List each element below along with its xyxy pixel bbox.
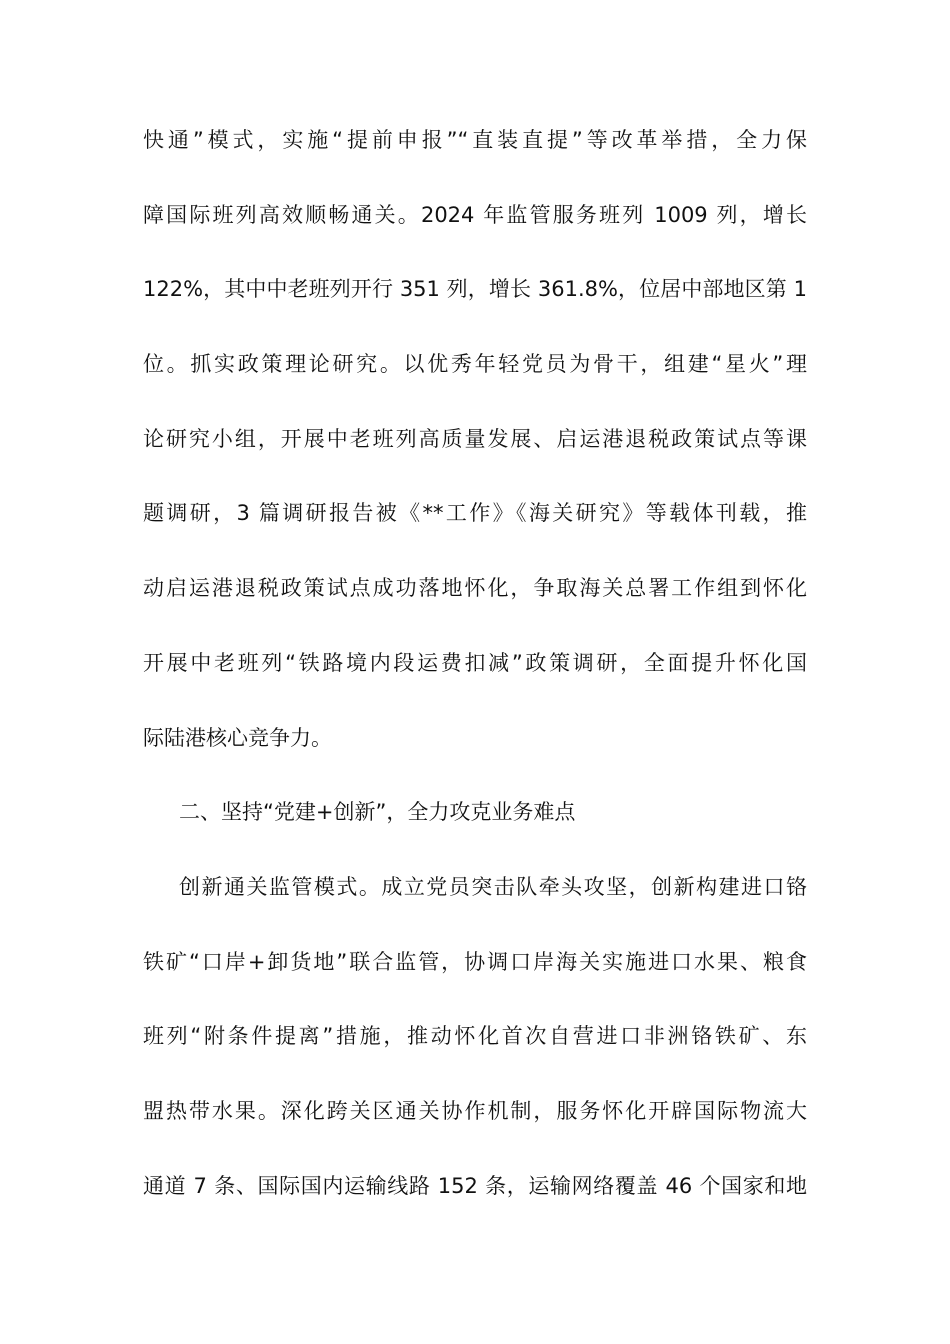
paragraph-line: 铁矿“口岸+卸货地”联合监管，协调口岸海关实施进口水果、粮食 bbox=[143, 949, 807, 974]
paragraph-line: 论研究小组，开展中老班列高质量发展、启运港退税政策试点等课 bbox=[143, 426, 807, 451]
paragraph-line: 122%，其中中老班列开行 351 列，增长 361.8%，位居中部地区第 1 bbox=[143, 277, 807, 302]
paragraph-line: 通道 7 条、国际国内运输线路 152 条，运输网络覆盖 46 个国家和地 bbox=[143, 1173, 807, 1198]
paragraph-line: 开展中老班列“铁路境内段运费扣减”政策调研，全面提升怀化国 bbox=[143, 650, 807, 675]
paragraph-line: 快通”模式，实施“提前申报”“直装直提”等改革举措，全力保 bbox=[143, 128, 807, 152]
section-heading: 二、坚持“党建+创新”，全力攻克业务难点 bbox=[179, 800, 576, 825]
paragraph-line: 障国际班列高效顺畅通关。2024 年监管服务班列 1009 列，增长 bbox=[143, 202, 807, 227]
paragraph-line: 盟热带水果。深化跨关区通关协作机制，服务怀化开辟国际物流大 bbox=[143, 1098, 807, 1123]
paragraph-line: 班列“附条件提离”措施，推动怀化首次自营进口非洲铬铁矿、东 bbox=[143, 1024, 807, 1049]
paragraph-line: 位。抓实政策理论研究。以优秀年轻党员为骨干，组建“星火”理 bbox=[143, 352, 807, 377]
paragraph-line: 际陆港核心竞争力。 bbox=[143, 725, 332, 750]
paragraph-line: 创新通关监管模式。成立党员突击队牵头攻坚，创新构建进口铬 bbox=[179, 874, 807, 899]
paragraph-line: 动启运港退税政策试点成功落地怀化，争取海关总署工作组到怀化 bbox=[143, 576, 807, 601]
paragraph-line: 题调研，3 篇调研报告被《**工作》《海关研究》等载体刊载，推 bbox=[143, 501, 807, 526]
document-body bbox=[143, 119, 807, 1239]
